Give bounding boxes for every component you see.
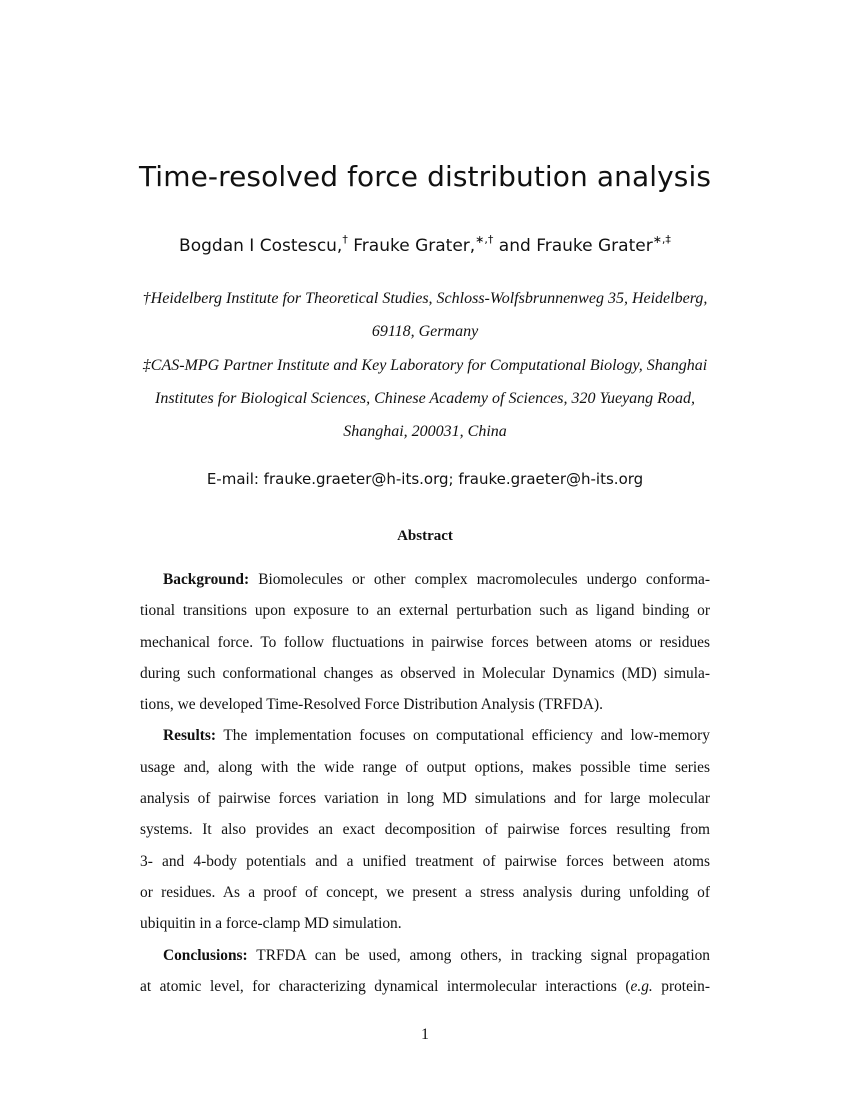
line-text: The implementation focuses on computational efficiency and low-memory <box>223 727 710 745</box>
author-connector: and <box>498 236 531 256</box>
paragraph-line: tional transitions upon exposure to an external perturbation such as ligand binding or <box>140 602 710 620</box>
abstract-conclusions-paragraph <box>140 940 710 1003</box>
affiliation-line: Shanghai, 200031, China <box>343 423 507 440</box>
affiliation-shanghai <box>100 349 750 448</box>
section-label: Conclusions: <box>163 946 248 964</box>
line-text: TRFDA can be used, among others, in tracking signal propagation <box>256 946 710 964</box>
affiliation-line: Institutes for Biological Sciences, Chinese Academy of Sciences, 320 Yueyang Road, <box>155 390 695 407</box>
paragraph-line: mechanical force. To follow fluctuations in pairwise forces between atoms or residues <box>140 633 710 651</box>
author-affiliation-mark: ∗,‡ <box>652 233 671 246</box>
author-name: Frauke Grater <box>536 236 653 256</box>
paragraph-line: during such conformational changes as observed in Molecular Dynamics (MD) simula- <box>140 664 710 682</box>
author-name: Bogdan I Costescu, <box>179 236 343 256</box>
paragraph-line <box>140 971 710 1002</box>
abstract-heading: Abstract <box>397 528 453 544</box>
affiliation-line: ‡CAS-MPG Partner Institute and Key Laboratory for Computational Biology, Shanghai <box>142 357 708 374</box>
affiliation-heidelberg <box>100 282 750 348</box>
paper-title: Time-resolved force distribution analysis <box>138 160 712 193</box>
paragraph-line <box>140 720 710 751</box>
paragraph-line: systems. It also provides an exact decomposition of pairwise forces resulting from <box>140 821 710 839</box>
section-label: Results: <box>163 727 217 745</box>
abstract-body <box>140 564 710 1002</box>
author-affiliation-mark: ∗,† <box>475 233 494 246</box>
line-text: Biomolecules or other complex macromolecules undergo conforma- <box>258 571 710 588</box>
page-number: 1 <box>421 1026 429 1043</box>
paragraph-line: or residues. As a proof of concept, we present a stress analysis during unfolding of <box>140 883 710 901</box>
paragraph-line: 3- and 4-body potentials and a unified treatment of pairwise forces between atoms <box>140 852 710 870</box>
paragraph-line <box>140 564 710 595</box>
author-name: Frauke Grater, <box>353 236 476 256</box>
abstract-background-paragraph <box>140 564 710 720</box>
abstract-results-paragraph <box>140 720 710 939</box>
line-text: at atomic level, for characterizing dynamical intermolecular interactions ( <box>140 977 631 995</box>
contact-email: E-mail: frauke.graeter@h-its.org; frauke.graeter@h-its.org <box>206 470 644 488</box>
affiliation-line: 69118, Germany <box>371 323 479 340</box>
line-text: protein- <box>652 977 710 995</box>
section-label: Background: <box>163 571 250 588</box>
paragraph-line: tions, we developed Time-Resolved Force Distribution Analysis (TRFDA). <box>140 696 603 714</box>
paragraph-line: analysis of pairwise forces variation in long MD simulations and for large molecular <box>140 790 710 808</box>
italic-abbreviation: e.g. <box>630 977 653 995</box>
affiliation-line: †Heidelberg Institute for Theoretical Studies, Schloss-Wolfsbrunnenweg 35, Heidelberg, <box>142 290 708 307</box>
author-list <box>0 233 850 256</box>
paragraph-line: usage and, along with the wide range of output options, makes possible time series <box>140 758 710 776</box>
author-affiliation-mark: † <box>342 233 348 246</box>
paragraph-line <box>140 940 710 971</box>
paragraph-line: ubiquitin in a force-clamp MD simulation. <box>140 915 402 933</box>
